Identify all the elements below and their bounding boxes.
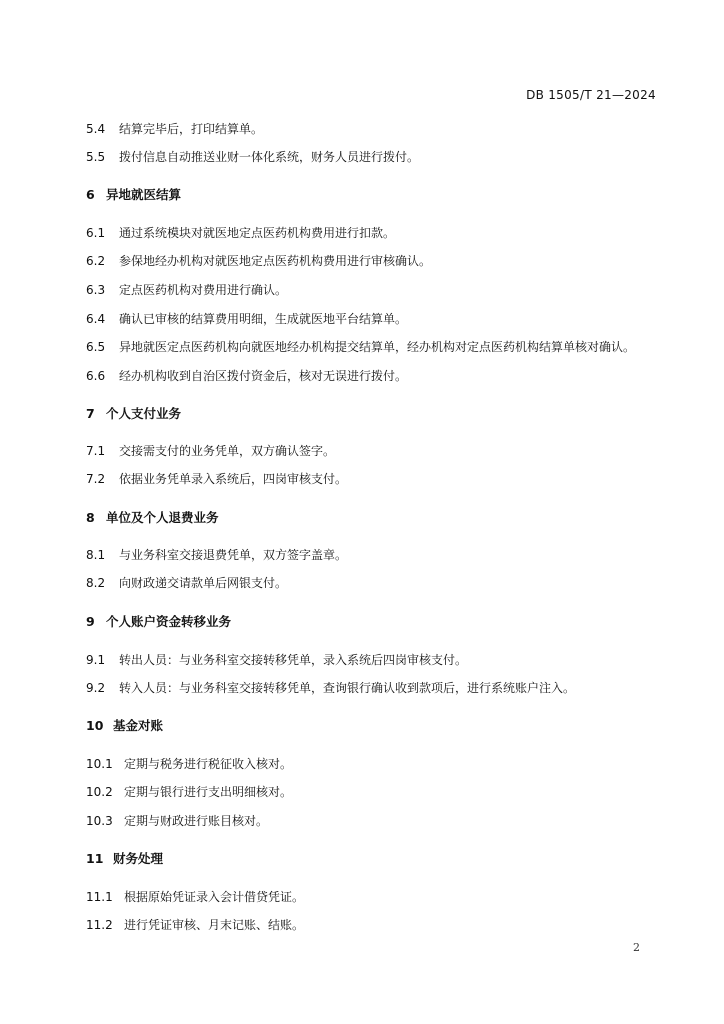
section-heading-9 — [86, 612, 231, 630]
clause-number: 6.2 — [86, 254, 106, 268]
clause-text: 与业务科室交接退费凭单，双方签字盖章。 — [119, 548, 348, 562]
clause-7-1 — [86, 442, 335, 459]
clause-6-1 — [86, 224, 395, 241]
section-title: 个人支付业务 — [106, 406, 182, 421]
section-title: 单位及个人退费业务 — [106, 510, 219, 525]
clause-number: 9.1 — [86, 653, 106, 667]
clause-text: 转入人员：与业务科室交接转移凭单，查询银行确认收到款项后，进行系统账户注入。 — [119, 681, 576, 695]
clause-5-4 — [86, 120, 263, 137]
clause-6-4 — [86, 310, 407, 327]
section-number: 9 — [86, 614, 95, 629]
section-heading-10 — [86, 716, 163, 734]
section-title: 财务处理 — [113, 851, 164, 866]
section-number: 6 — [86, 187, 95, 202]
clause-number: 10.2 — [86, 785, 113, 799]
clause-11-2 — [86, 916, 304, 933]
clause-number: 8.2 — [86, 576, 106, 590]
clause-number: 7.2 — [86, 472, 106, 486]
clause-text: 定点医药机构对费用进行确认。 — [119, 283, 288, 297]
section-title: 异地就医结算 — [106, 187, 182, 202]
clause-number: 10.1 — [86, 757, 113, 771]
section-heading-7 — [86, 404, 181, 422]
clause-8-2 — [86, 574, 287, 591]
clause-text: 确认已审核的结算费用明细，生成就医地平台结算单。 — [119, 312, 408, 326]
section-heading-11 — [86, 849, 163, 867]
clause-10-1 — [86, 755, 292, 772]
clause-text: 向财政递交请款单后网银支付。 — [119, 576, 288, 590]
clause-number: 6.6 — [86, 369, 106, 383]
clause-9-2 — [86, 679, 575, 696]
section-heading-6 — [86, 185, 181, 203]
clause-number: 5.5 — [86, 150, 106, 164]
clause-number: 9.2 — [86, 681, 106, 695]
clause-number: 11.2 — [86, 918, 113, 932]
section-title: 基金对账 — [113, 718, 164, 733]
clause-11-1 — [86, 888, 304, 905]
clause-text: 参保地经办机构对就医地定点医药机构费用进行审核确认。 — [119, 254, 432, 268]
section-number: 10 — [86, 718, 104, 733]
clause-number: 6.4 — [86, 312, 106, 326]
clause-text: 转出人员：与业务科室交接转移凭单，录入系统后四岗审核支付。 — [119, 653, 468, 667]
clause-5-5 — [86, 148, 419, 165]
page-number: 2 — [633, 941, 640, 954]
document-code: DB 1505/T 21—2024 — [526, 88, 656, 102]
section-heading-8 — [86, 508, 219, 526]
clause-text: 依据业务凭单录入系统后，四岗审核支付。 — [119, 472, 348, 486]
clause-10-2 — [86, 783, 292, 800]
clause-text: 进行凭证审核、月末记账、结账。 — [124, 918, 305, 932]
clause-number: 5.4 — [86, 122, 106, 136]
clause-text: 交接需支付的业务凭单，双方确认签字。 — [119, 444, 336, 458]
clause-text: 拨付信息自动推送业财一体化系统，财务人员进行拨付。 — [119, 150, 420, 164]
clause-number: 6.1 — [86, 226, 106, 240]
clause-number: 6.5 — [86, 340, 106, 354]
clause-number: 6.3 — [86, 283, 106, 297]
clause-number: 8.1 — [86, 548, 106, 562]
clause-text: 定期与银行进行支出明细核对。 — [124, 785, 293, 799]
clause-10-3 — [86, 812, 268, 829]
clause-7-2 — [86, 470, 347, 487]
clause-number: 11.1 — [86, 890, 113, 904]
clause-text: 通过系统模块对就医地定点医药机构费用进行扣款。 — [119, 226, 396, 240]
clause-8-1 — [86, 546, 347, 563]
clause-6-5 — [86, 338, 635, 355]
clause-number: 10.3 — [86, 814, 113, 828]
clause-text: 根据原始凭证录入会计借贷凭证。 — [124, 890, 305, 904]
clause-text: 定期与财政进行账目核对。 — [124, 814, 269, 828]
clause-6-2 — [86, 252, 431, 269]
section-number: 7 — [86, 406, 95, 421]
section-number: 8 — [86, 510, 95, 525]
clause-text: 结算完毕后，打印结算单。 — [119, 122, 264, 136]
clause-6-3 — [86, 281, 287, 298]
section-title: 个人账户资金转移业务 — [106, 614, 232, 629]
clause-9-1 — [86, 651, 467, 668]
clause-number: 7.1 — [86, 444, 106, 458]
section-number: 11 — [86, 851, 104, 866]
clause-text: 异地就医定点医药机构向就医地经办机构提交结算单，经办机构对定点医药机构结算单核对确认。 — [119, 340, 636, 354]
clause-6-6 — [86, 367, 407, 384]
clause-text: 经办机构收到自治区拨付资金后，核对无误进行拨付。 — [119, 369, 408, 383]
clause-text: 定期与税务进行税征收入核对。 — [124, 757, 293, 771]
